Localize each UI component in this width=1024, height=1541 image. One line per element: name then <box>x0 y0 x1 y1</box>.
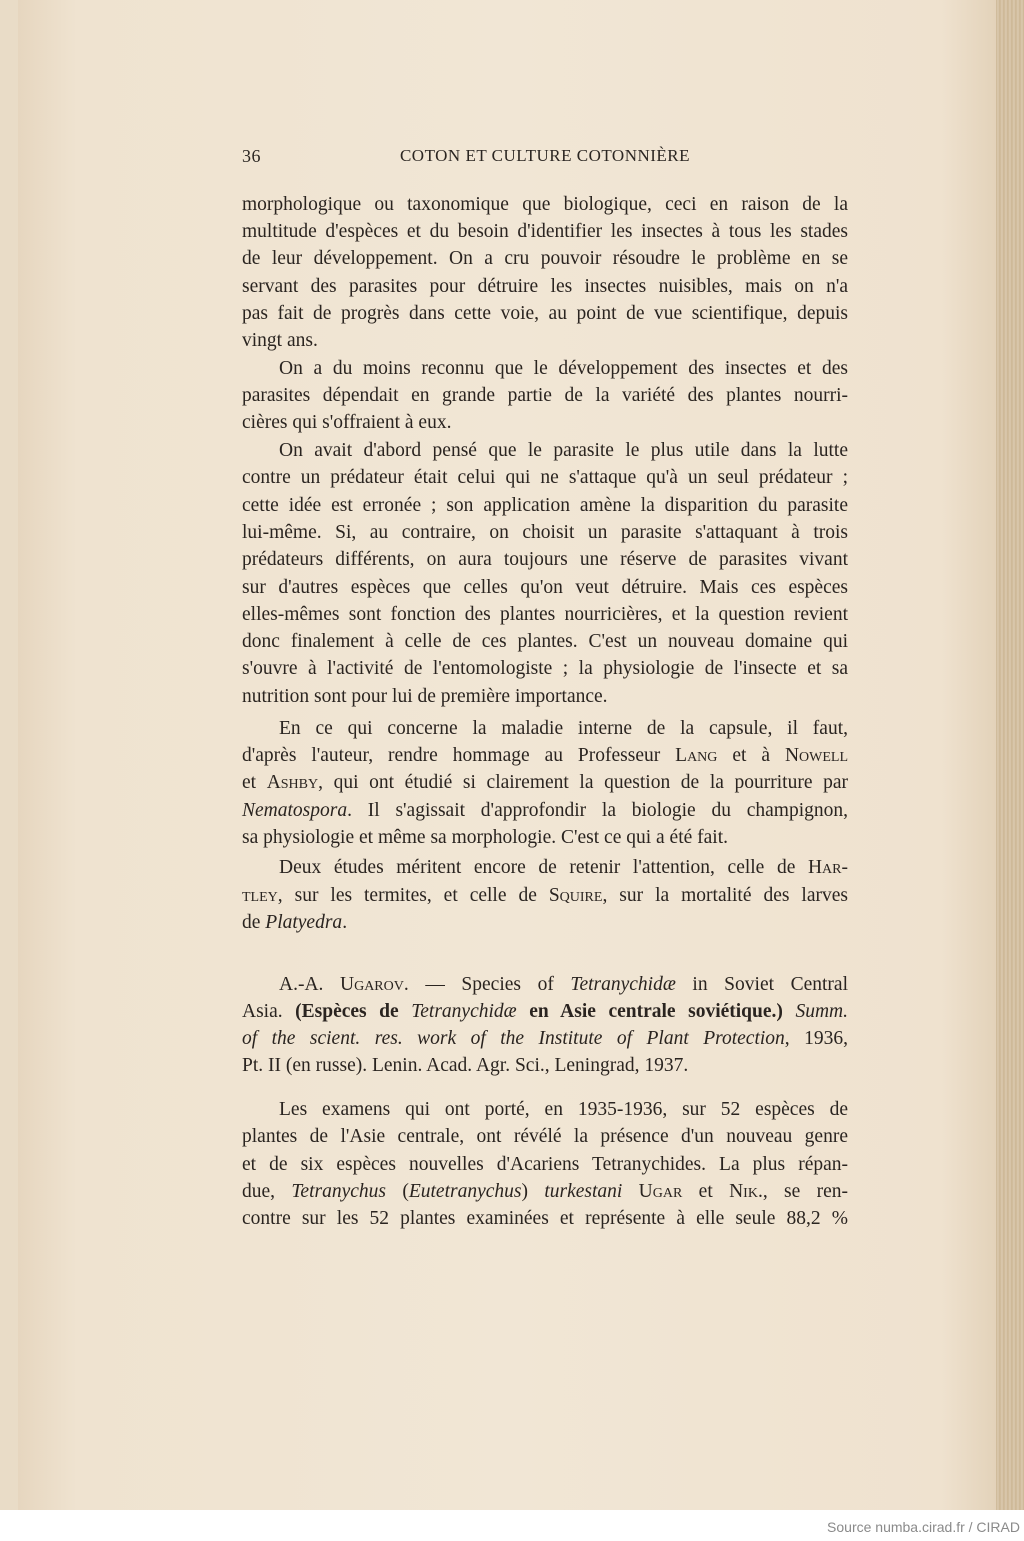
text-run: s'ouvre à l'activité de l'entomologiste ; la physiologie de l'insecte et sa <box>242 658 848 680</box>
small-caps-name: Squire <box>548 884 603 906</box>
text-run: ) <box>521 1180 545 1202</box>
italic-text: Tetranychidæ <box>570 974 676 995</box>
text-line <box>242 465 848 491</box>
text-run: Pt. II (en russe). Lenin. Acad. Agr. Sci., Leningrad, 1937. <box>242 1055 689 1076</box>
text-line <box>242 493 848 519</box>
text-run: Deux études méritent encore de retenir l'attention, celle de <box>279 857 808 878</box>
running-title: COTON ET CULTURE COTONNIÈRE <box>399 146 691 165</box>
text-run: vingt ans. <box>242 330 318 351</box>
text-line <box>242 575 848 601</box>
small-caps-name: Ugar <box>638 1180 683 1202</box>
text-run: sur d'autres espèces que celles qu'on veut détruire. Mais ces espèces <box>242 576 848 598</box>
text-run <box>783 1001 796 1022</box>
text-run: et <box>242 772 267 794</box>
text-run: Asia. <box>242 1001 296 1022</box>
text-line <box>279 356 848 382</box>
text-line <box>242 910 848 936</box>
text-run: multitude d'espèces et du besoin d'identifier les insectes à tous les stades <box>242 221 848 243</box>
text-run: cette idée est erronée ; son application amène la disparition du parasite <box>242 494 848 516</box>
text-run: . <box>342 912 348 933</box>
small-caps-name: Ugarov <box>340 974 404 995</box>
text-run: plantes de l'Asie centrale, ont révélé la présence d'un nouveau genre <box>242 1126 848 1148</box>
italic-text: Platyedra <box>265 912 343 933</box>
text-line <box>242 1124 848 1150</box>
text-line <box>242 383 848 409</box>
text-line <box>242 328 848 354</box>
text-line <box>242 410 848 436</box>
text-line <box>279 1097 848 1123</box>
text-run: prédateurs différents, on aura toujours une réserve de parasites vivant <box>242 549 848 571</box>
source-credit: Source numba.cirad.fr / CIRAD <box>827 1519 1020 1535</box>
small-caps-name: tley <box>242 884 278 906</box>
text-run: donc finalement à celle de ces plantes. C'est un nouveau domaine qui <box>242 631 848 653</box>
text-run: ( <box>386 1180 409 1202</box>
text-line <box>242 602 848 628</box>
text-run: lui-même. Si, au contraire, on choisit un parasite s'attaquant à trois <box>242 521 848 543</box>
text-line <box>242 1152 848 1178</box>
italic-text: Tetranychus <box>291 1180 386 1202</box>
text-run: , se ren- <box>762 1180 849 1202</box>
small-caps-name: Nowell <box>784 745 848 767</box>
text-line <box>242 825 848 851</box>
text-run: d'après l'auteur, rendre hommage au Professeur <box>242 745 676 767</box>
text-line <box>242 684 848 710</box>
italic-text: Nematospora <box>242 799 348 821</box>
text-line <box>242 629 848 655</box>
text-run <box>622 1181 638 1202</box>
small-caps-name: Ashby <box>266 772 319 794</box>
text-line <box>242 743 848 769</box>
text-line <box>242 1053 848 1079</box>
text-run: On avait d'abord pensé que le parasite le plus utile dans la lutte <box>279 440 848 461</box>
text-line <box>242 883 848 909</box>
text-line <box>242 999 848 1025</box>
text-line <box>242 274 848 300</box>
text-run: et à <box>717 745 785 767</box>
small-caps-name: Lang <box>675 745 718 767</box>
text-run: et <box>682 1180 730 1202</box>
text-run: Les examens qui ont porté, en 1935-1936, sur 52 espèces de <box>279 1099 848 1120</box>
text-run: , sur la mortalité des larves <box>602 884 848 906</box>
text-line <box>279 716 848 742</box>
text-run: de leur développement. On a cru pouvoir résoudre le problème en se <box>242 248 848 270</box>
text-line <box>242 301 848 327</box>
text-line <box>242 1179 848 1205</box>
text-run: contre un prédateur était celui qui ne s'attaque qu'à un seul prédateur ; <box>242 467 848 489</box>
text-run: de <box>242 912 266 933</box>
text-line <box>242 219 848 245</box>
text-run: , 1936, <box>784 1028 849 1049</box>
bold-title: (Espèces de <box>295 1001 412 1022</box>
text-run: contre sur les 52 plantes examinées et représente à elle seule 88,2 % <box>242 1208 848 1230</box>
text-run: morphologique ou taxonomique que biologique, ceci en raison de la <box>242 194 848 215</box>
text-run: parasites dépendait en grande partie de la variété des plantes nourri- <box>242 385 848 406</box>
text-run: nutrition sont pour lui de première importance. <box>242 685 608 707</box>
text-run: sa physiologie et même sa morphologie. C'est ce qui a été fait. <box>242 826 729 848</box>
text-line <box>242 1206 848 1232</box>
text-run: due, <box>242 1180 292 1202</box>
text-run: pas fait de progrès dans cette voie, au point de vue scientifique, depuis <box>242 302 848 324</box>
text-line <box>242 1026 848 1052</box>
text-line <box>242 192 848 218</box>
text-run: En ce qui concerne la maladie interne de la capsule, il faut, <box>279 718 848 739</box>
italic-text: turkestani <box>544 1180 623 1202</box>
italic-text: of the scient. res. work of the Institute of Plant Protection <box>242 1028 785 1049</box>
text-line <box>279 972 848 998</box>
text-run: in Soviet Central <box>675 974 848 995</box>
bold-title: en Asie centrale soviétique.) <box>516 1001 783 1022</box>
text-line <box>242 798 848 824</box>
text-run: A.-A. <box>279 974 340 995</box>
text-run: , sur les termites, et celle de <box>277 884 549 906</box>
small-caps-name: Nik. <box>729 1180 763 1202</box>
text-line <box>242 770 848 796</box>
italic-text: Tetranychidæ <box>411 1001 517 1022</box>
text-line <box>242 246 848 272</box>
page-stack-edge <box>996 0 1024 1510</box>
text-run: elles-mêmes sont fonction des plantes nourricières, et la question revient <box>242 603 848 625</box>
page-number: 36 <box>242 146 261 166</box>
text-run: et de six espèces nouvelles d'Acariens Tetranychides. La plus répan- <box>242 1153 848 1175</box>
text-run: , qui ont étudié si clairement la question de la pourriture par <box>318 772 848 794</box>
text-run: . — Species of <box>403 974 571 995</box>
text-line <box>242 547 848 573</box>
italic-text: Summ. <box>795 1001 848 1022</box>
text-run: . Il s'agissait d'approfondir la biologie du champignon, <box>347 799 848 821</box>
text-run: On a du moins reconnu que le développement des insectes et des <box>279 358 848 379</box>
text-run: servant des parasites pour détruire les insectes nuisibles, mais on n'a <box>242 275 848 297</box>
text-line <box>242 656 848 682</box>
text-line <box>279 438 848 464</box>
text-run: cières qui s'offraient à eux. <box>242 412 452 433</box>
text-line <box>279 855 848 881</box>
small-caps-name: Har- <box>807 857 848 878</box>
italic-text: Eutetranychus <box>408 1180 522 1202</box>
text-line <box>242 520 848 546</box>
